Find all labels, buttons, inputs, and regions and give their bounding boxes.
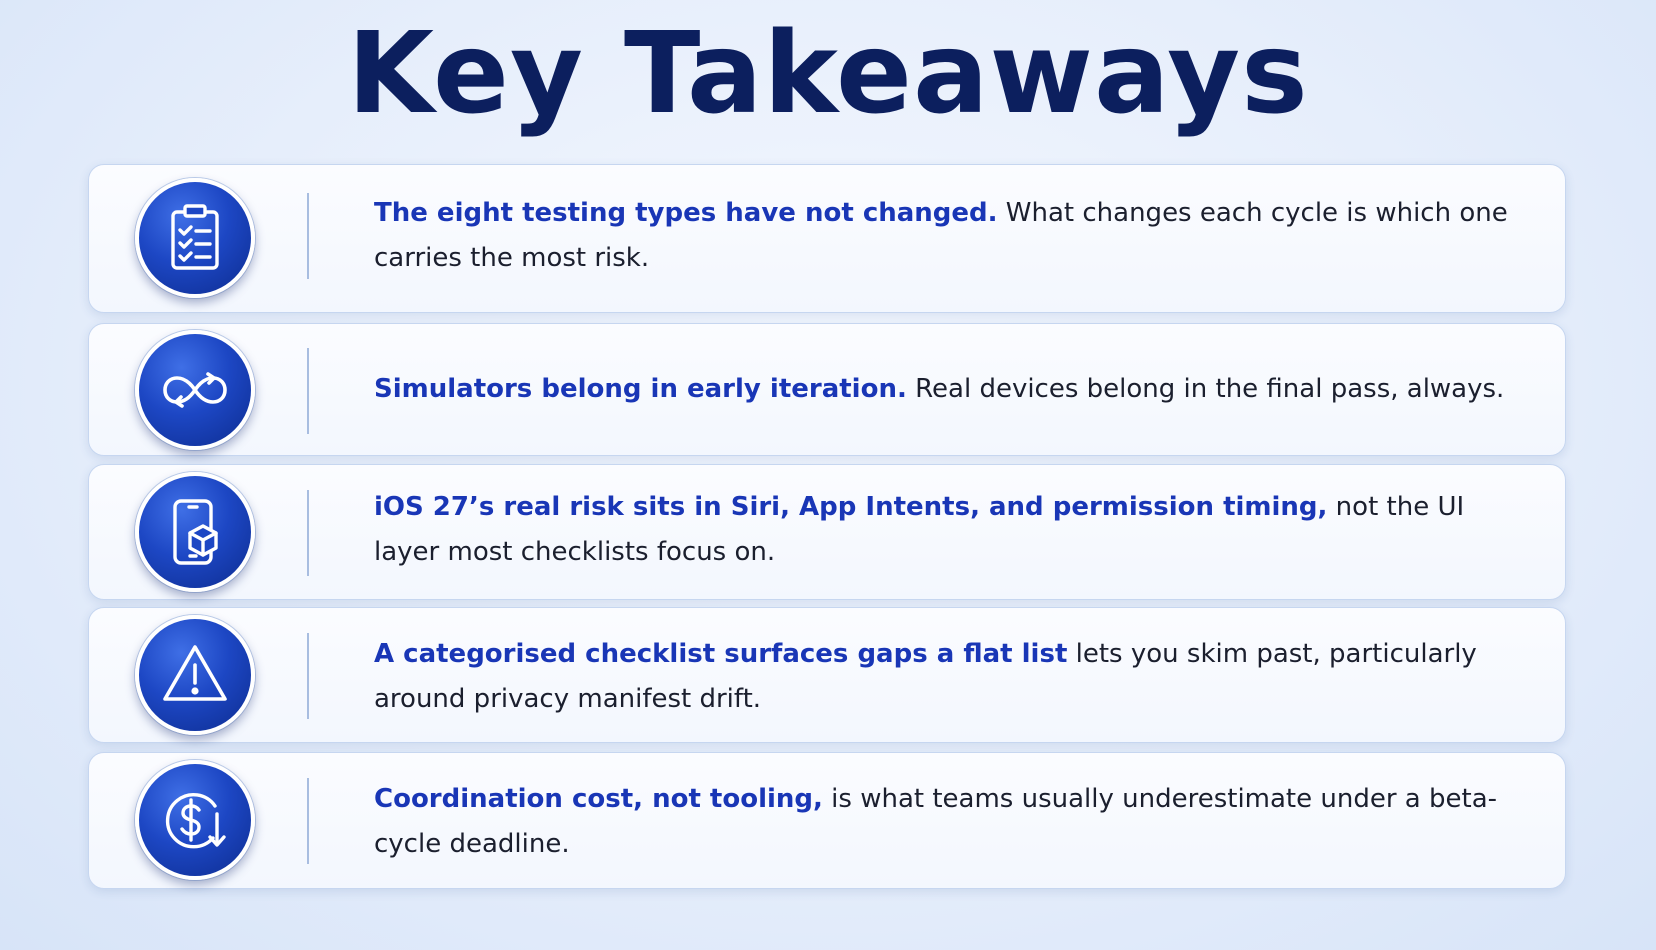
takeaway-rest: not the UI layer most checklists focus on.	[374, 492, 1465, 567]
divider	[307, 633, 309, 719]
takeaway-card-5	[88, 752, 1566, 889]
icon-badge	[135, 472, 255, 592]
divider	[307, 348, 309, 434]
takeaway-rest: What changes each cycle is which one carries the most risk.	[374, 198, 1508, 273]
takeaway-lead: Simulators belong in early iteration.	[374, 374, 907, 404]
divider	[307, 778, 309, 864]
takeaway-rest: Real devices belong in the final pass, always.	[906, 374, 1505, 404]
takeaway-card-3	[88, 464, 1566, 600]
takeaway-text	[374, 191, 1534, 281]
takeaway-text	[374, 632, 1534, 722]
icon-badge	[135, 330, 255, 450]
takeaway-lead: A categorised checklist surfaces gaps a flat list	[374, 639, 1068, 669]
takeaway-rest: is what teams usually underestimate under a beta-cycle deadline.	[374, 784, 1498, 859]
takeaway-text	[374, 485, 1534, 575]
icon-badge	[135, 760, 255, 880]
takeaway-card-2	[88, 323, 1566, 456]
takeaway-rest: lets you skim past, particularly around privacy manifest drift.	[374, 639, 1477, 714]
takeaway-lead: The eight testing types have not changed.	[374, 198, 998, 228]
takeaway-card-4	[88, 607, 1566, 743]
icon-badge	[135, 615, 255, 735]
page-title: Key Takeaways	[347, 9, 1309, 139]
takeaway-lead: iOS 27’s real risk sits in Siri, App Intents, and permission timing,	[374, 492, 1328, 522]
takeaway-lead: Coordination cost, not tooling,	[374, 784, 823, 814]
takeaway-text	[374, 777, 1534, 867]
divider	[307, 490, 309, 576]
takeaway-card-1	[88, 164, 1566, 313]
divider	[307, 193, 309, 279]
takeaway-text	[374, 367, 1534, 412]
icon-badge	[135, 178, 255, 298]
